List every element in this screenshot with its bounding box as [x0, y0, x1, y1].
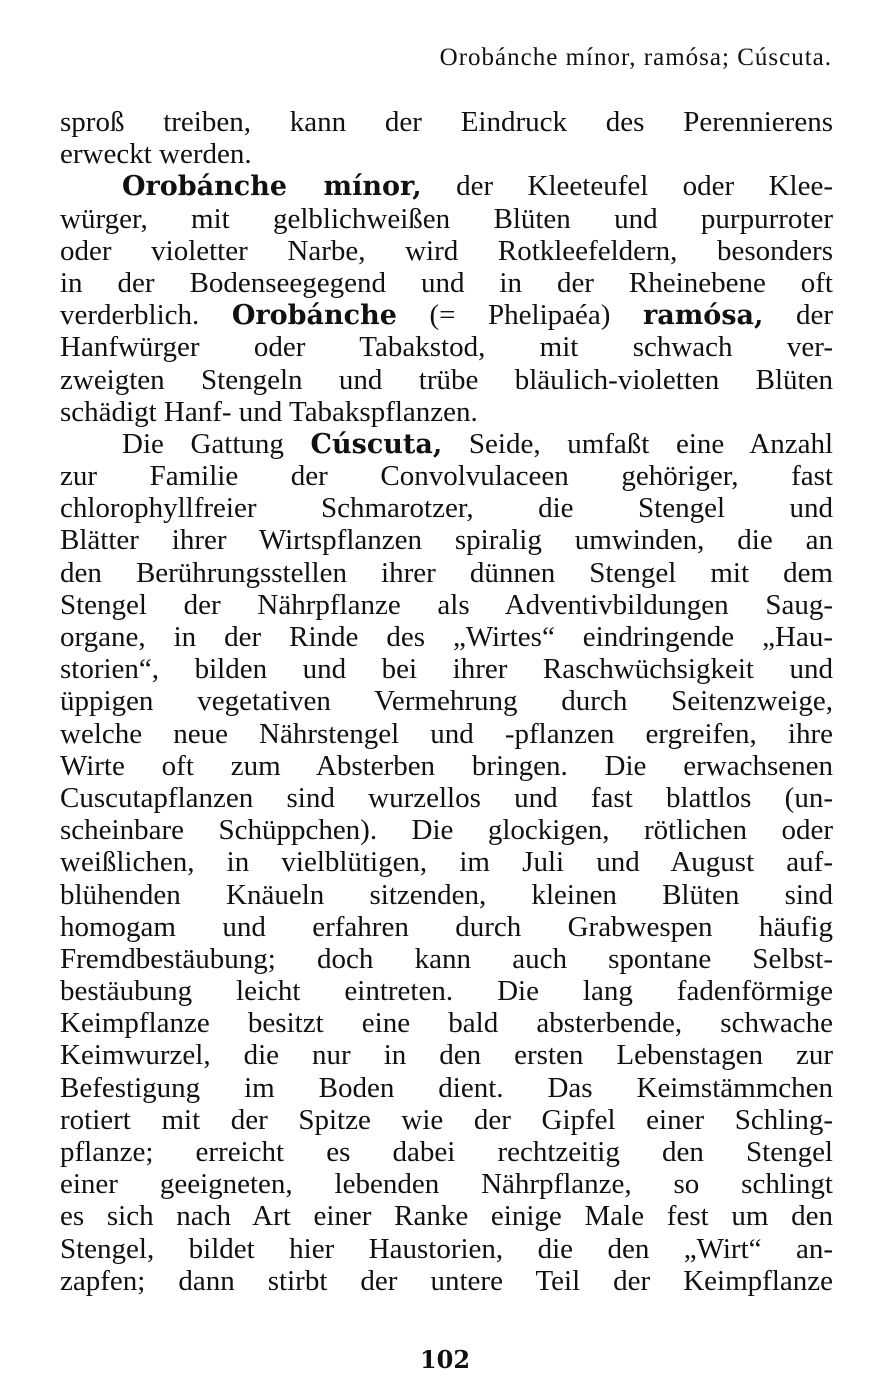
text-line: Stengel der Nährpflanze als Adventivbildungen Saug-: [60, 588, 833, 621]
text-line: zweigten Stengeln und trübe bläulich-violetten Blüten: [60, 363, 833, 396]
text-line: [60, 428, 833, 460]
text-line: Hanfwürger oder Tabakstod, mit schwach ver-: [60, 331, 833, 364]
text-line: [60, 299, 833, 331]
text-line: Fremdbestäubung; doch kann auch spontane Selbst-: [60, 942, 833, 975]
text-line: Stengel, bildet hier Haustorien, die den „Wirt“ an-: [60, 1232, 833, 1265]
text-line: scheinbare Schüppchen). Die glockigen, rötlichen oder: [60, 814, 833, 847]
text-line: erweckt werden.: [60, 138, 252, 171]
text-line: einer geeigneten, lebenden Nährpflanze, so schlingt: [60, 1168, 833, 1201]
text-line: storien“, bilden und bei ihrer Raschwüchsigkeit und: [60, 653, 833, 686]
text-line: üppigen vegetativen Vermehrung durch Seitenzweige,: [60, 685, 833, 718]
page-number: 102: [419, 1345, 471, 1374]
text-line: sproß treiben, kann der Eindruck des Perennierens: [60, 106, 833, 138]
text-line: [60, 170, 833, 202]
text-line: pflanze; erreicht es dabei rechtzeitig den Stengel: [60, 1136, 833, 1168]
text-line: Keimwurzel, die nur in den ersten Lebenstagen zur: [60, 1039, 833, 1072]
text-line: chlorophyllfreier Schmarotzer, die Stengel und: [60, 492, 833, 525]
text-line: zur Familie der Convolvulaceen gehöriger, fast: [60, 460, 833, 493]
term-ramosa: ramósa,: [643, 300, 764, 332]
text-line: blühenden Knäueln sitzenden, kleinen Blüten sind: [60, 878, 833, 911]
term-orobanche: Orobánche: [231, 300, 397, 332]
text-line: in der Bodenseegegend und in der Rheinebene oft: [60, 266, 833, 299]
text-line: es sich nach Art einer Ranke einige Male fest um den: [60, 1200, 833, 1233]
text-segment: (= Phelipaéa): [429, 299, 611, 332]
text-line: homogam und erfahren durch Grabwespen häufig: [60, 910, 833, 943]
text-line: Cuscutapflanzen sind wurzellos und fast blattlos (un-: [60, 781, 833, 814]
text-line: oder violetter Narbe, wird Rotkleefeldern, besonders: [60, 234, 833, 267]
term-orobanche-minor: Orobánche mínor,: [122, 171, 422, 203]
text-line: rotiert mit der Spitze wie der Gipfel einer Schling-: [60, 1103, 833, 1136]
text-line: Wirte oft zum Absterben bringen. Die erwachsenen: [60, 749, 833, 782]
text-line: organe, in der Rinde des „Wirtes“ eindringende „Hau-: [60, 621, 833, 653]
text-line: welche neue Nährstengel und -pflanzen ergreifen, ihre: [60, 717, 833, 750]
text-line: bestäubung leicht eintreten. Die lang fadenförmige: [60, 975, 833, 1008]
text-line: zapfen; dann stirbt der untere Teil der Keimpflanze: [60, 1264, 833, 1297]
text-line: Keimpflanze besitzt eine bald absterbende, schwache: [60, 1007, 833, 1040]
text-line: Befestigung im Boden dient. Das Keimstämmchen: [60, 1071, 833, 1104]
text-line: würger, mit gelblichweißen Blüten und purpurroter: [60, 202, 833, 235]
running-head: Orobánche mínor, ramósa; Cúscuta.: [439, 44, 832, 71]
text-segment: verderblich.: [60, 299, 200, 332]
text-line: schädigt Hanf- und Tabakspflanzen.: [60, 395, 478, 428]
text-segment: der Kleeteufel oder Klee-: [456, 170, 834, 203]
term-cuscuta: Cúscuta,: [310, 428, 443, 460]
text-line: weißlichen, in vielblütigen, im Juli und August auf-: [60, 846, 833, 879]
text-segment: der: [796, 299, 834, 332]
text-line: den Berührungsstellen ihrer dünnen Stengel mit dem: [60, 556, 833, 589]
text-segment: Die Gattung: [122, 427, 284, 460]
text-line: Blätter ihrer Wirtspflanzen spiralig umwinden, die an: [60, 524, 833, 557]
body-text: [60, 106, 833, 1297]
text-segment: Seide, umfaßt eine Anzahl: [468, 427, 833, 460]
